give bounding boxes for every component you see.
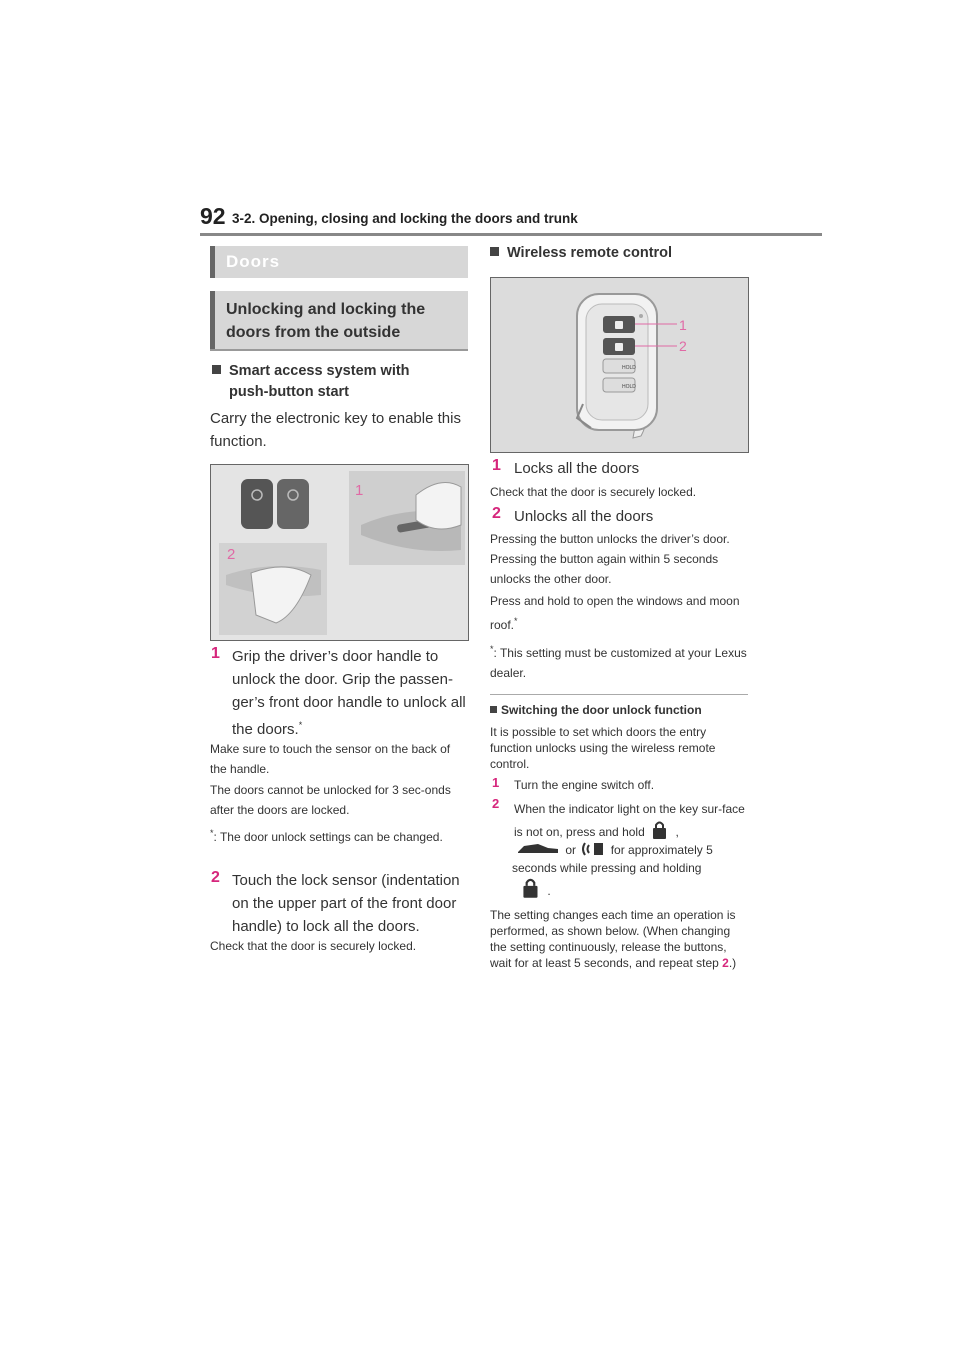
item-number-1: 1 (492, 457, 501, 474)
door-handle-illustration (211, 465, 468, 640)
panic-icon (579, 840, 607, 858)
smart-access-heading: Smart access system with push-button start (212, 361, 442, 403)
switch-heading: Switching the door unlock function (490, 702, 748, 718)
item1-note: Check that the door is securely locked. (490, 485, 697, 499)
hold-label: HOLD (622, 365, 636, 371)
wireless-heading: Wireless remote control (490, 245, 748, 261)
trunk-icon (514, 841, 562, 857)
subsection-rule (210, 349, 468, 351)
page-number: 92 (200, 203, 226, 229)
smart-key-icon (241, 479, 273, 529)
switch-step1: Turn the engine switch off. (514, 778, 655, 792)
square-bullet-icon (212, 365, 221, 374)
chapter-title: 3-2. Opening, closing and locking the doors and trunk (232, 211, 578, 226)
subsection-title: Unlocking and locking the doors from the outside (226, 301, 426, 341)
square-bullet-icon (490, 247, 499, 256)
subsection-title-band (210, 291, 468, 349)
square-bullet-icon (490, 706, 497, 713)
step1-note-delay: The doors cannot be unlocked for 3 sec-onds after the doors are locked. (210, 783, 451, 817)
switch-intro: It is possible to set which doors the entry function unlocks using the wireless remote control. (490, 725, 716, 771)
figure-label-2: 2 (227, 546, 236, 563)
item2-text: Unlocks all the doors (514, 508, 654, 525)
key-fob-illustration (491, 278, 748, 452)
switch-step2: When the indicator light on the key sur-face is not on, press and hold , (514, 802, 745, 839)
key-fob-figure (490, 277, 749, 453)
step1-text: Grip the driver’s door handle to unlock the door. Grip the passen-ger’s front door handle to unlock all the doors.* (232, 648, 466, 738)
section-separator (490, 694, 748, 695)
section-title-band (210, 246, 468, 278)
item2-note-door: Pressing the button unlocks the driver’s door. Pressing the button again within 5 seconds unlocks the other door. (490, 532, 730, 586)
switch-outro: The setting changes each time an operation is performed, as shown below. (When changing the setting continuously, release the buttons, wait for at least 5 seconds, and repeat step 2.) (490, 908, 737, 970)
item-number-2: 2 (492, 505, 501, 522)
switch-step-number-2: 2 (492, 796, 500, 811)
figure-label-2: 2 (679, 338, 687, 354)
figure-label-1: 1 (355, 482, 364, 499)
item2-footnote: *: This setting must be customized at your Lexus dealer. (490, 644, 747, 680)
header-rule (200, 233, 822, 236)
step1-footnote: *: The door unlock settings can be changed. (210, 828, 443, 844)
hold-label: HOLD (622, 384, 636, 390)
door-handle-figure (210, 464, 469, 641)
lock-icon (648, 820, 672, 840)
step1-note-sensor: Make sure to touch the sensor on the back of the handle. (210, 742, 451, 776)
section-title: Doors (226, 252, 281, 271)
switch-step-number-1: 1 (492, 775, 500, 790)
smart-key-icon (277, 479, 309, 529)
step2-text: Touch the lock sensor (indentation on the upper part of the front door handle) to lock all the doors. (232, 872, 460, 935)
switch-step2-continued: or for approximately 5 seconds while pressing and holding . (512, 840, 748, 900)
figure-label-1: 1 (679, 317, 687, 333)
item2-note-windows: Press and hold to open the windows and moon roof.* (490, 594, 740, 632)
item1-text: Locks all the doors (514, 460, 640, 477)
step2-note: Check that the door is securely locked. (210, 939, 417, 953)
lock-icon (518, 877, 544, 899)
intro-text: Carry the electronic key to enable this function. (210, 410, 461, 450)
step-number-1: 1 (211, 645, 220, 662)
step-number-2: 2 (211, 869, 220, 886)
